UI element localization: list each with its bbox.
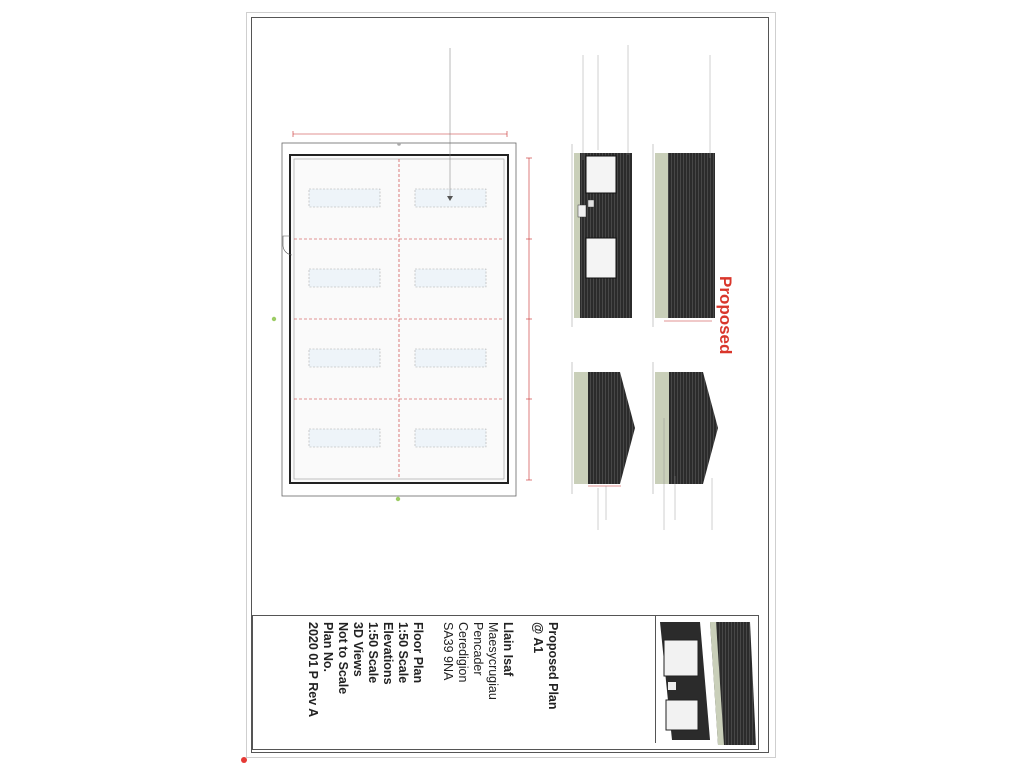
title-block-line: Ceredigion (456, 622, 470, 683)
elevation-gable-a (572, 362, 635, 530)
elevation-gable-b (653, 362, 718, 530)
title-block-line: Maesycrugiau (486, 622, 500, 700)
elevation-side-a (572, 45, 632, 327)
floor-plan (272, 48, 532, 501)
red-marker-dot (241, 757, 247, 763)
elevation-side-b (653, 55, 715, 327)
title-block-line: Pencader (471, 622, 485, 676)
title-block-line (425, 622, 440, 717)
title-block-line: Proposed Plan (546, 622, 560, 710)
title-block-text (305, 622, 560, 717)
title-block-line (515, 622, 530, 717)
title-block-line: 1:50 Scale (366, 622, 380, 684)
title-block-line: @ A1 (531, 622, 545, 654)
title-block-divider (655, 616, 656, 743)
title-block-line: 2020 01 P Rev A (306, 622, 320, 718)
title-block-line: 3D Views (351, 622, 365, 677)
title-block-line: 1:50 Scale (396, 622, 410, 684)
title-block-line: Floor Plan (411, 622, 425, 684)
title-block-line: Not to Scale (336, 622, 350, 695)
title-block-line: Llain Isaf (501, 622, 515, 677)
proposed-heading: Proposed (716, 276, 735, 355)
title-block-line: Elevations (381, 622, 395, 685)
title-block-line: SA39 9NA (441, 622, 455, 681)
title-block-line: Plan No. (321, 622, 335, 673)
